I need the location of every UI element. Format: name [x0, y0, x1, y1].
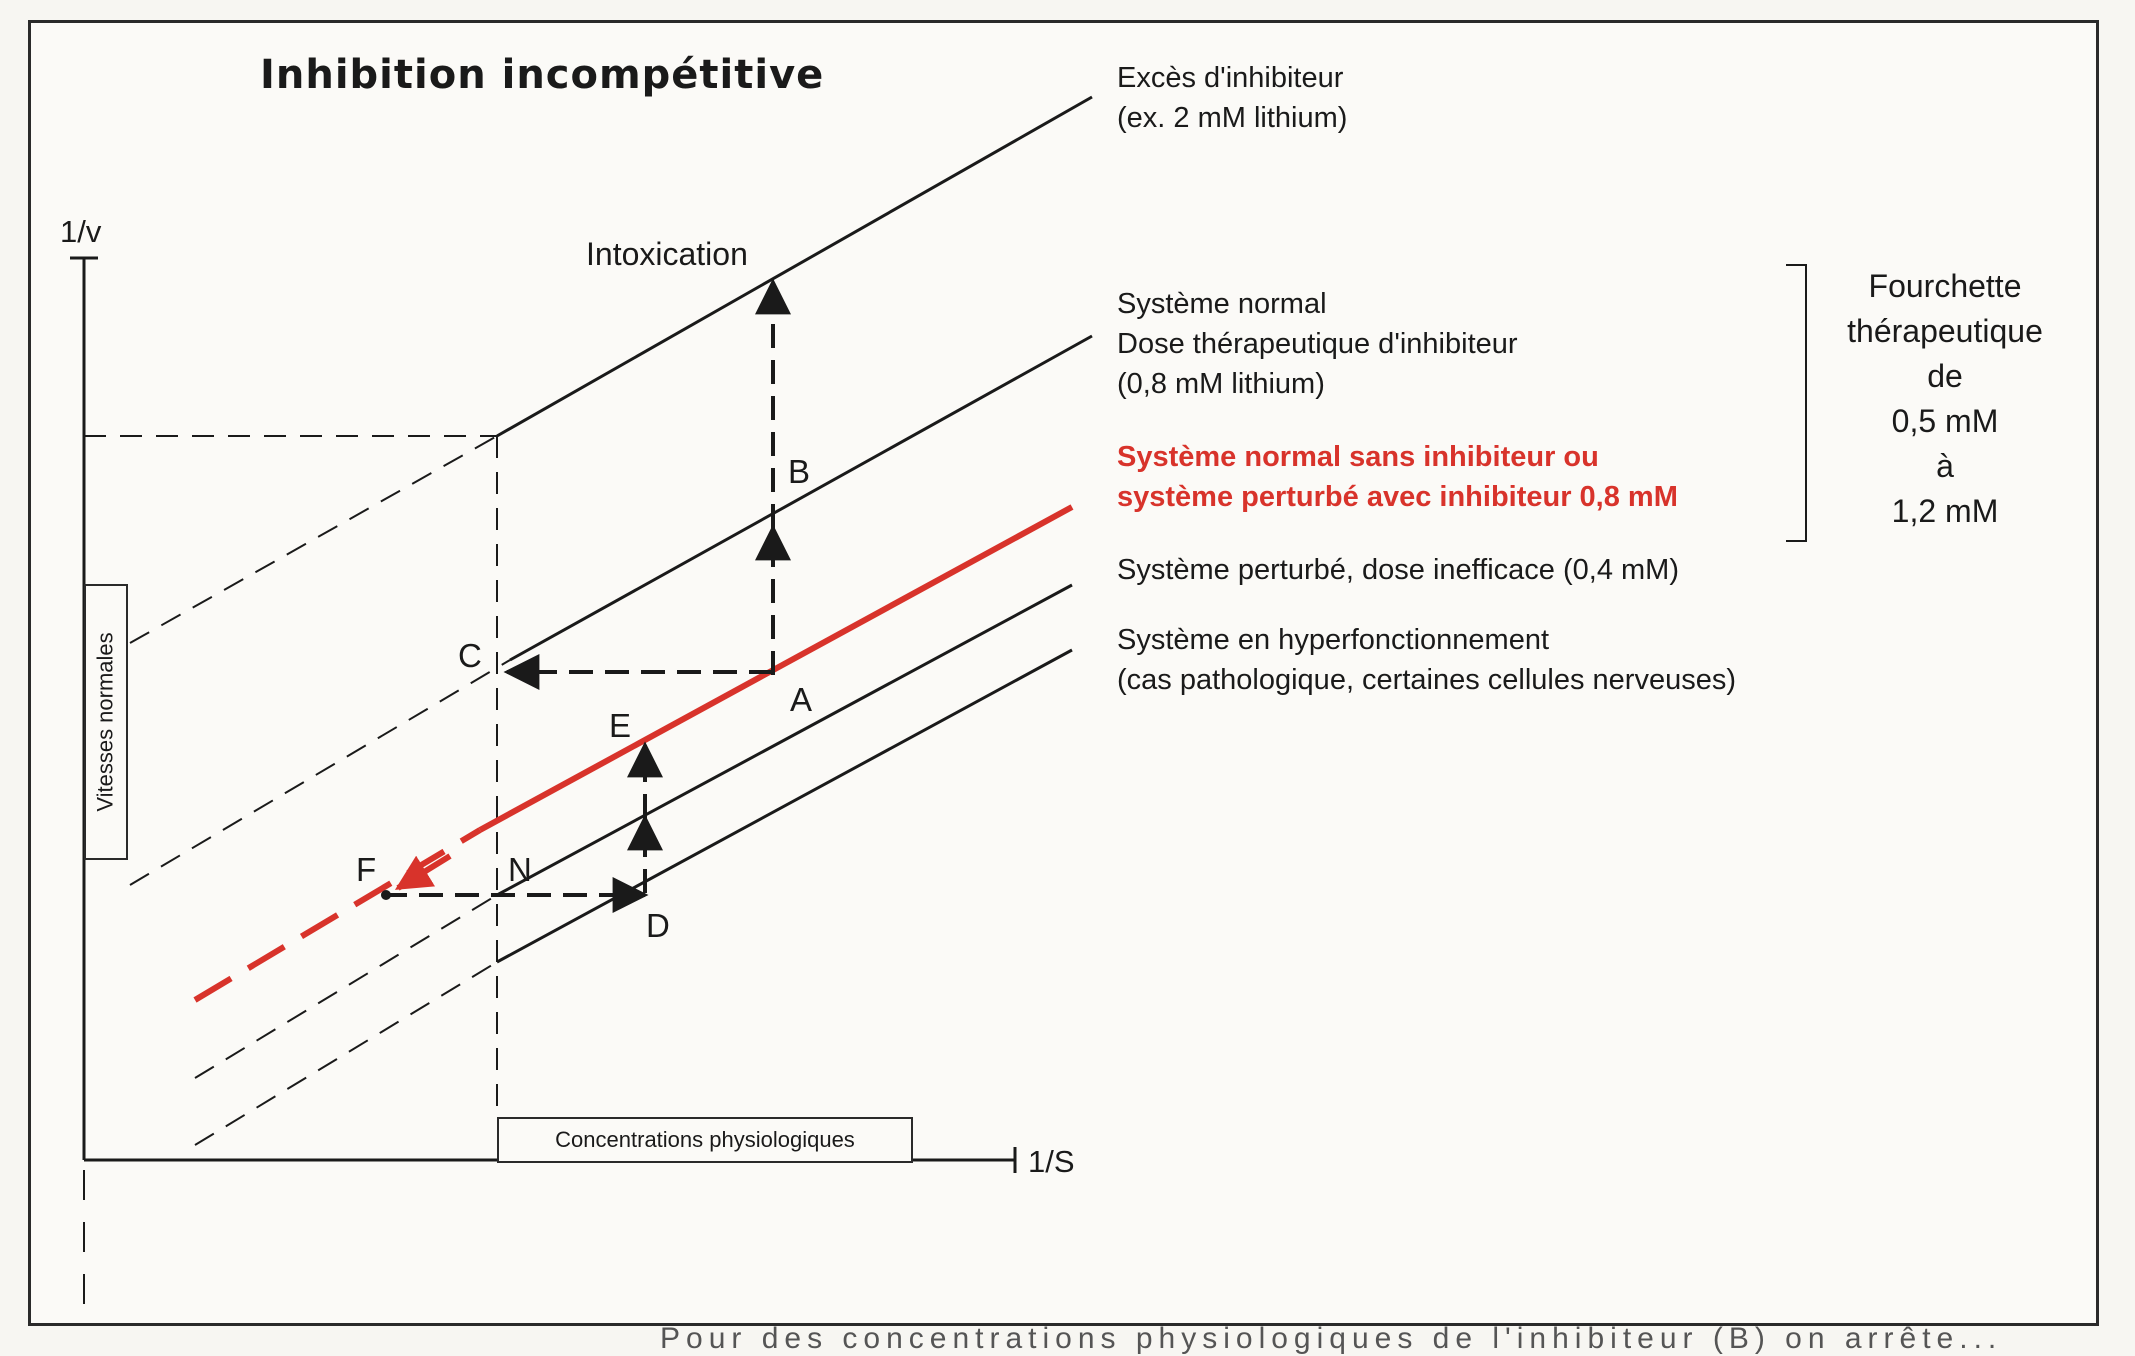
fourchette-line5: à [1936, 448, 1954, 484]
process-arrows [383, 282, 773, 895]
label-perturbe-line1: Système perturbé, dose inefficace (0,4 mM) [1117, 554, 1679, 586]
line-systeme-normal [510, 336, 1092, 660]
x-axis-label: 1/S [1028, 1144, 1075, 1179]
point-label-F: F [356, 851, 377, 888]
fourchette-therapeutique [1800, 264, 2090, 534]
line-extensions [130, 436, 510, 1145]
fourchette-line1: Fourchette [1868, 268, 2022, 304]
label-exces-inhibiteur [1117, 58, 1347, 138]
line-red-dashed [195, 830, 480, 1000]
point-F-dot [381, 890, 391, 900]
label-exces-line1: Excès d'inhibiteur [1117, 62, 1344, 94]
label-red-line [1117, 437, 1678, 517]
label-systeme-perturbe [1117, 550, 1679, 590]
y-axis-label: 1/v [60, 214, 102, 249]
point-label-B: B [788, 453, 811, 490]
concentrations-label: Concentrations physiologiques [555, 1127, 855, 1152]
guide-lines [84, 436, 497, 1108]
vitesses-normales-label: Vitesses normales [93, 632, 118, 812]
label-systeme-normal [1117, 284, 1518, 404]
fourchette-line3: de [1927, 358, 1963, 394]
caption-fragment: Pour des concentrations physiologiques de l'inhibiteur (B) on arrête... [660, 1322, 2003, 1355]
label-hyper-line2: (cas pathologique, certaines cellules nerveuses) [1117, 664, 1737, 696]
label-red-line1: Système normal sans inhibiteur ou [1117, 441, 1599, 473]
line-systeme-perturbe [497, 585, 1072, 895]
fourchette-line4: 0,5 mM [1891, 403, 1999, 439]
point-label-C: C [458, 637, 482, 674]
label-intoxication: Intoxication [586, 236, 748, 272]
point-label-E: E [609, 707, 632, 744]
point-label-N: N [508, 851, 532, 888]
label-normal-line3: (0,8 mM lithium) [1117, 368, 1325, 400]
line-red-solid [480, 507, 1072, 830]
label-normal-line1: Système normal [1117, 288, 1327, 320]
point-label-A: A [790, 681, 813, 718]
diagram-title: Inhibition incompétitive [260, 52, 825, 98]
label-hyper-line1: Système en hyperfonctionnement [1117, 624, 1550, 656]
fourchette-line6: 1,2 mM [1891, 493, 1999, 529]
label-red-line2: système perturbé avec inhibiteur 0,8 mM [1117, 481, 1678, 513]
fourchette-line2: thérapeutique [1847, 313, 2043, 349]
concentrations-box [497, 1117, 913, 1163]
label-normal-line2: Dose thérapeutique d'inhibiteur [1117, 328, 1518, 360]
label-hyperfonctionnement [1117, 620, 1736, 700]
point-label-D: D [646, 907, 670, 944]
line-hyperfonctionnement [497, 650, 1072, 962]
label-exces-line2: (ex. 2 mM lithium) [1117, 102, 1348, 134]
vitesses-normales-box [84, 584, 128, 860]
